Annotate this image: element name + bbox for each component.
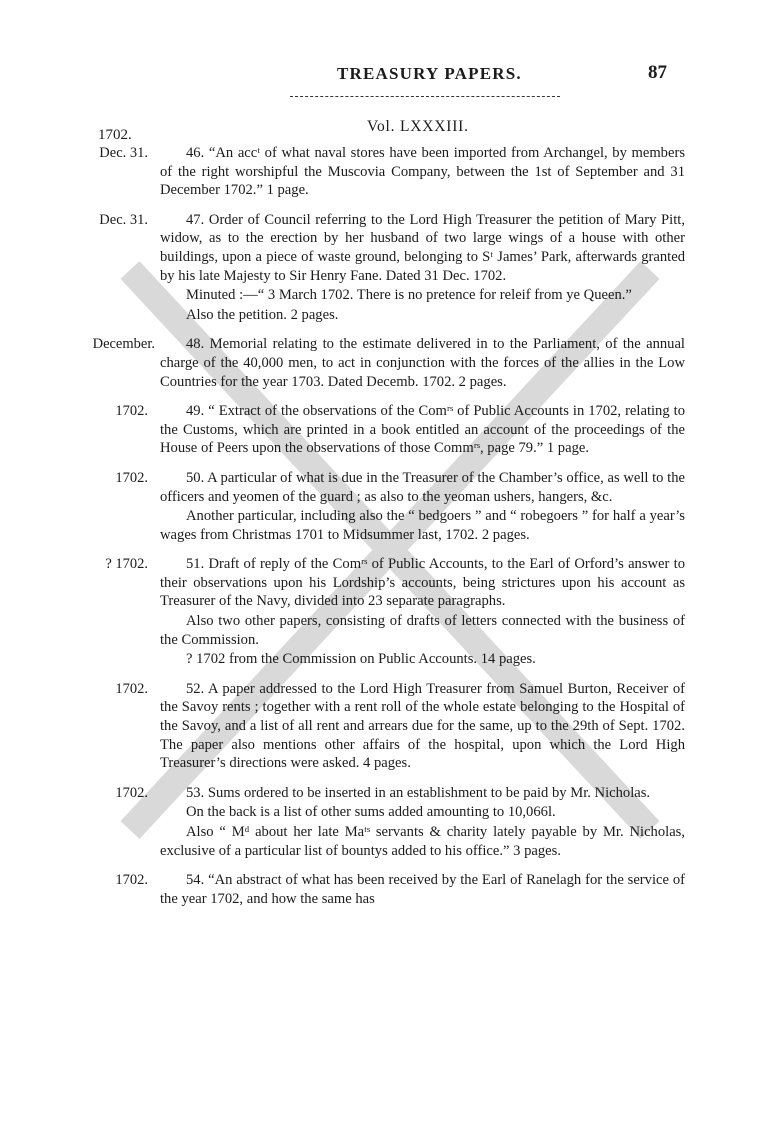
page-number: 87	[648, 62, 667, 83]
entry-paragraph: Minuted :—“ 3 March 1702. There is no pretence for releif from ye Queen.”	[186, 287, 632, 304]
entry-body	[160, 680, 685, 773]
year-heading: 1702.	[98, 127, 132, 143]
entry-paragraph: Also “ Mᵈ about her late Maᵗˢ servants & charity lately payable by Mr. Nicholas, exclusive of a particular list of bountys added to his office.” 3 pages.	[160, 824, 685, 859]
entry-body	[160, 144, 685, 200]
entry-54	[0, 871, 768, 908]
entry-paragraph: ? 1702 from the Commission on Public Accounts. 14 pages.	[186, 651, 536, 668]
entry-date: 1702.	[115, 680, 148, 697]
entry-paragraph: Another particular, including also the “ bedgoers ” and “ robegoers ” for half a year’s wages from Christmas 1701 to Midsummer last, 1702. 2 pages.	[160, 508, 685, 543]
entry-50	[0, 469, 768, 544]
page-header	[0, 58, 768, 98]
entry-53	[0, 784, 768, 860]
entry-paragraph: 52. A paper addressed to the Lord High Treasurer from Samuel Burton, Receiver of the Savoy rents ; together with a rent roll of the whole estate belonging to the Hospital of the Savoy, and a list of all rent and arrears due for the same, up to the 29th of Sept. 1702. The paper also mentions other affairs of the hospital, upon which the Lord High Treasurer’s directions were asked. 4 pages.	[160, 680, 685, 772]
entry-paragraph: 48. Memorial relating to the estimate delivered in to the Parliament, of the annual charge of the 40,000 men, to act in conjunction with the forces of the allies in the Low Countries for the year 1703. Dated Decemb. 1702. 2 pages.	[160, 336, 685, 390]
entry-paragraph: Also the petition. 2 pages.	[186, 306, 339, 323]
running-title: TREASURY PAPERS.	[337, 64, 522, 83]
entry-paragraph: Also two other papers, consisting of drafts of letters connected with the business of the Commission.	[160, 613, 685, 648]
entry-date: 1702.	[115, 872, 148, 889]
entry-body	[160, 871, 685, 908]
entry-51	[0, 555, 768, 669]
entry-48	[0, 335, 768, 391]
entry-paragraph: 54. “An abstract of what has been received by the Earl of Ranelagh for the service of the year 1702, and how the same has	[160, 872, 685, 907]
entry-date: Dec. 31.	[99, 211, 148, 228]
entry-47	[0, 211, 768, 325]
entry-paragraph: 53. Sums ordered to be inserted in an establishment to be paid by Mr. Nicholas.	[186, 784, 651, 801]
entry-date: December.	[92, 336, 155, 353]
entry-body	[160, 211, 685, 325]
header-rule	[290, 96, 560, 97]
entry-paragraph: On the back is a list of other sums added amounting to 10,066l.	[186, 804, 556, 821]
entry-date: 1702.	[115, 403, 148, 420]
entry-date: Dec. 31.	[99, 145, 148, 161]
entry-date: 1702.	[115, 784, 148, 801]
entry-body	[160, 469, 685, 544]
entry-list	[0, 144, 768, 919]
entry-paragraph: 50. A particular of what is due in the Treasurer of the Chamber’s office, as well to the officers and yeomen of the guard ; as also to the yeoman ushers, hangers, &c.	[160, 469, 685, 505]
entry-paragraph: 46. “An accᵗ of what naval stores have been imported from Archangel, by members of the right worshipful the Muscovia Company, between the 1st of September and 31 December 1702.” 1 page.	[160, 145, 685, 199]
volume-heading: Vol. LXXXIII.	[367, 118, 469, 135]
entry-46	[0, 144, 768, 200]
entry-body	[160, 555, 685, 669]
entry-52	[0, 680, 768, 773]
entry-paragraph: 51. Draft of reply of the Comʳˢ of Public Accounts, to the Earl of Orford’s answer to their observations upon his Lordship’s accounts, being strictures upon his account as Treasurer of the Navy, divided into 23 separate paragraphs.	[160, 556, 685, 610]
entry-49	[0, 402, 768, 458]
entry-paragraph: 49. “ Extract of the observations of the Comʳˢ of Public Accounts in 1702, relating to the Customs, which are printed in a book entitled an account of the proceedings of the House of Peers upon the observations of those Commʳˢ, page 79.” 1 page.	[160, 403, 685, 457]
entry-body	[160, 784, 685, 860]
entry-date: 1702.	[115, 469, 148, 486]
entry-body	[160, 335, 685, 391]
entry-paragraph: 47. Order of Council referring to the Lord High Treasurer the petition of Mary Pitt, widow, as to the erection by her husband of two large wings of a house with other buildings, upon a piece of waste ground, belonging to Sᵗ James’ Park, afterwards granted by his late Majesty to Sir Henry Fane. Dated 31 Dec. 1702.	[160, 211, 685, 284]
entry-date: ? 1702.	[105, 556, 148, 573]
entry-body	[160, 402, 685, 458]
